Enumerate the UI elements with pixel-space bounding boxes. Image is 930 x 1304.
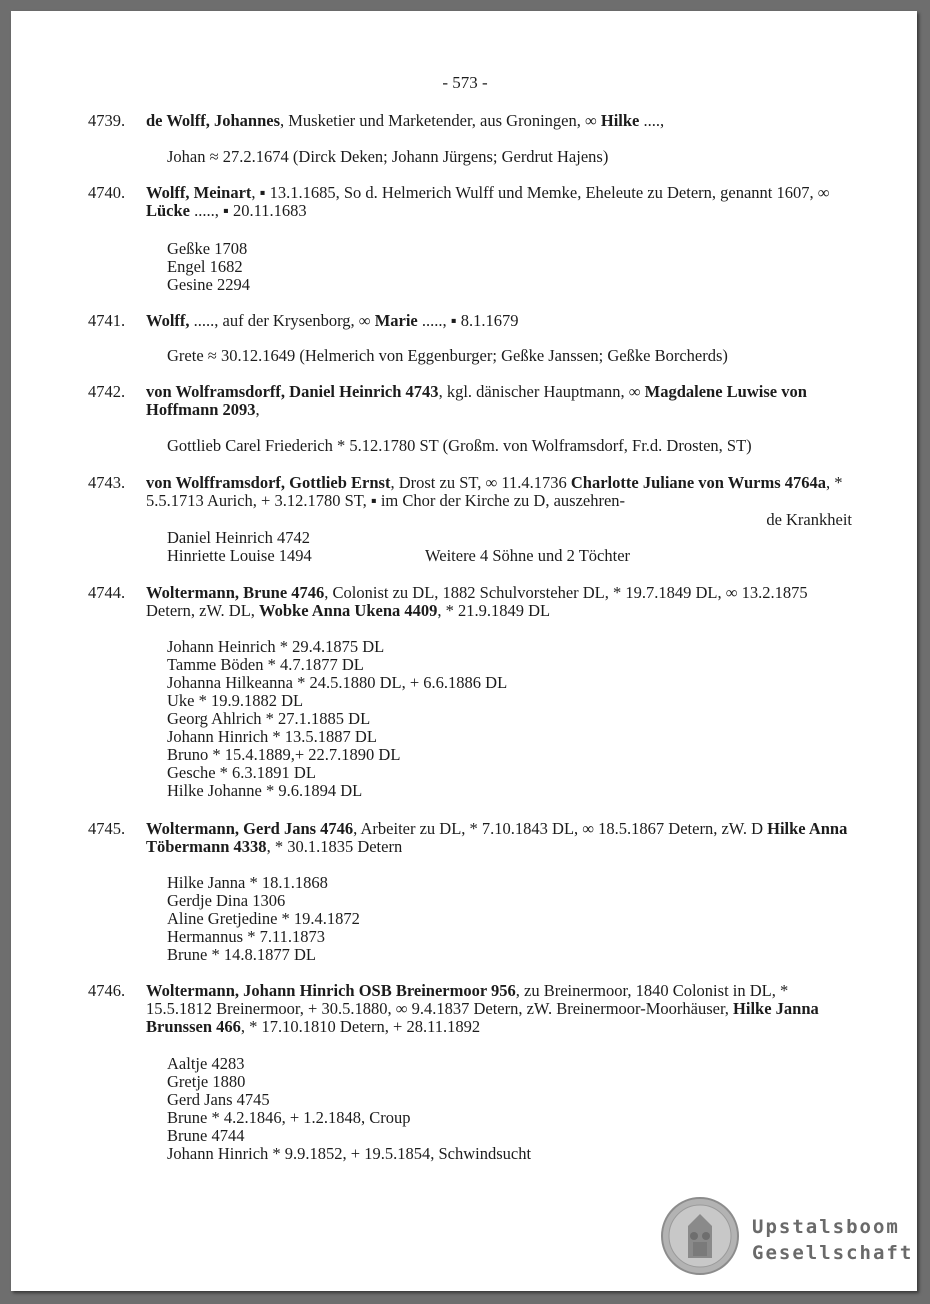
entry-number: 4739. [88,111,126,130]
person-name: de Wolff, Johannes [146,111,281,130]
child-line: Johanna Hilkeanna * 24.5.1880 DL, + 6.6.1886 DL [167,673,508,692]
child-line: Johan ≈ 27.2.1674 (Dirck Deken; Johann Jürgens; Gerdrut Hajens) [167,147,609,166]
child-line: Aaltje 4283 [167,1054,245,1073]
child-line: Gerdje Dina 1306 [167,891,286,910]
entry-text: , Arbeiter zu DL, * 7.10.1843 DL, ∞ 18.5.1867 Detern, zW. D [353,819,768,838]
entry-text: , [255,400,260,419]
entry-note: Weitere 4 Söhne und 2 Töchter [425,546,631,565]
child-line: Gerd Jans 4745 [167,1090,270,1109]
entry-4745 [88,820,848,856]
entry-4746 [88,982,848,1036]
child-line: Georg Ahlrich * 27.1.1885 DL [167,709,371,728]
entry-number: 4745. [88,819,126,838]
seal-logo-icon [660,1196,740,1276]
entry-tail: de Krankheit [766,510,852,529]
person-name: Woltermann, Brune 4746 [146,583,325,602]
person-name: Woltermann, Johann Hinrich OSB Breinermoor 956 [146,981,516,1000]
person-name: Wolff, Meinart [146,183,252,202]
entry-text: , * 21.9.1849 DL [437,601,551,620]
entry-4742 [88,383,848,419]
entry-text: , * 5.5.1713 Aurich, + 3.12.1780 ST, ▪ im Chor der Kirche zu D, auszehren- [146,473,843,510]
spouse-name: Magdalene Luwise von Hoffmann 2093 [146,382,807,419]
child-line: Gesine 2294 [167,275,250,294]
entry-text: , zu Breinermoor, 1840 Colonist in DL, * 15.5.1812 Breinermoor, + 30.5.1880, ∞ 9.4.1837 Detern, zW. Breinermoor-Moorhäuser, [146,981,789,1018]
logo-text-line2: Gesellschaft [752,1242,914,1264]
entry-4743 [88,474,848,510]
spouse-name: Marie [374,311,418,330]
child-line: Geßke 1708 [167,239,248,258]
entry-number: 4744. [88,583,126,602]
child-line: Brune 4744 [167,1126,245,1145]
entry-text: ....., auf der Krysenborg, ∞ [189,311,375,330]
person-name: von Wolfframsdorf, Gottlieb Ernst [146,473,391,492]
entry-text: , Drost zu ST, ∞ 11.4.1736 [390,473,571,492]
child-line: Hilke Johanne * 9.6.1894 DL [167,781,363,800]
entry-text: , * 30.1.1835 Detern [266,837,403,856]
child-line: Aline Gretjedine * 19.4.1872 [167,909,360,928]
entry-4740 [88,184,848,220]
child-line: Gottlieb Carel Friederich * 5.12.1780 ST (Großm. von Wolframsdorf, Fr.d. Drosten, ST) [167,436,752,455]
child-line: Bruno * 15.4.1889,+ 22.7.1890 DL [167,745,401,764]
entry-number: 4741. [88,311,126,330]
spouse-name: Charlotte Juliane von Wurms 4764a [570,473,827,492]
child-line: Gesche * 6.3.1891 DL [167,763,316,782]
child-line: Hilke Janna * 18.1.1868 [167,873,328,892]
entry-text: , * 17.10.1810 Detern, + 28.11.1892 [240,1017,481,1036]
child-line: Tamme Böden * 4.7.1877 DL [167,655,364,674]
child-line: Johann Heinrich * 29.4.1875 DL [167,637,385,656]
entry-text: , ▪ 13.1.1685, So d. Helmerich Wulff und Memke, Eheleute zu Detern, genannt 1607, ∞ [251,183,830,202]
entry-number: 4743. [88,473,126,492]
entry-text: ....., ▪ 20.11.1683 [190,201,307,220]
entry-4739 [88,112,848,130]
child-line: Brune * 14.8.1877 DL [167,945,316,964]
child-line: Daniel Heinrich 4742 [167,528,310,547]
spouse-name: Lücke [146,201,191,220]
entry-text: , Colonist zu DL, 1882 Schulvorsteher DL, * 19.7.1849 DL, ∞ 13.2.1875 Detern, zW. DL, [146,583,808,620]
spouse-name: Hilke Anna Töbermann 4338 [146,819,848,856]
entry-number: 4742. [88,382,126,401]
entry-4744 [88,584,848,620]
entry-text: , Musketier und Marketender, aus Groningen, ∞ [280,111,601,130]
entry-number: 4746. [88,981,126,1000]
person-name: von Wolframsdorff, Daniel Heinrich 4743 [146,382,439,401]
entry-text: , kgl. dänischer Hauptmann, ∞ [438,382,645,401]
logo-text-line1: Upstalsboom [752,1216,900,1238]
child-line: Hinriette Louise 1494 [167,546,312,565]
spouse-name: Wobke Anna Ukena 4409 [259,601,438,620]
entry-number: 4740. [88,183,126,202]
child-line: Brune * 4.2.1846, + 1.2.1848, Croup [167,1108,411,1127]
entry-text: ....., ▪ 8.1.1679 [417,311,519,330]
person-name: Wolff, [146,311,190,330]
spouse-name: Hilke Janna Brunssen 466 [146,999,819,1036]
spouse-name: Hilke [600,111,640,130]
child-line: Engel 1682 [167,257,243,276]
child-line: Gretje 1880 [167,1072,246,1091]
child-line: Johann Hinrich * 13.5.1887 DL [167,727,377,746]
child-line: Johann Hinrich * 9.9.1852, + 19.5.1854, Schwindsucht [167,1144,532,1163]
entry-4741 [88,312,848,330]
child-line: Uke * 19.9.1882 DL [167,691,304,710]
person-name: Woltermann, Gerd Jans 4746 [146,819,354,838]
child-line: Grete ≈ 30.12.1649 (Helmerich von Eggenburger; Geßke Janssen; Geßke Borcherds) [167,346,728,365]
child-line: Hermannus * 7.11.1873 [167,927,325,946]
entry-text: ...., [639,111,665,130]
page-number: - 573 - [442,73,488,92]
